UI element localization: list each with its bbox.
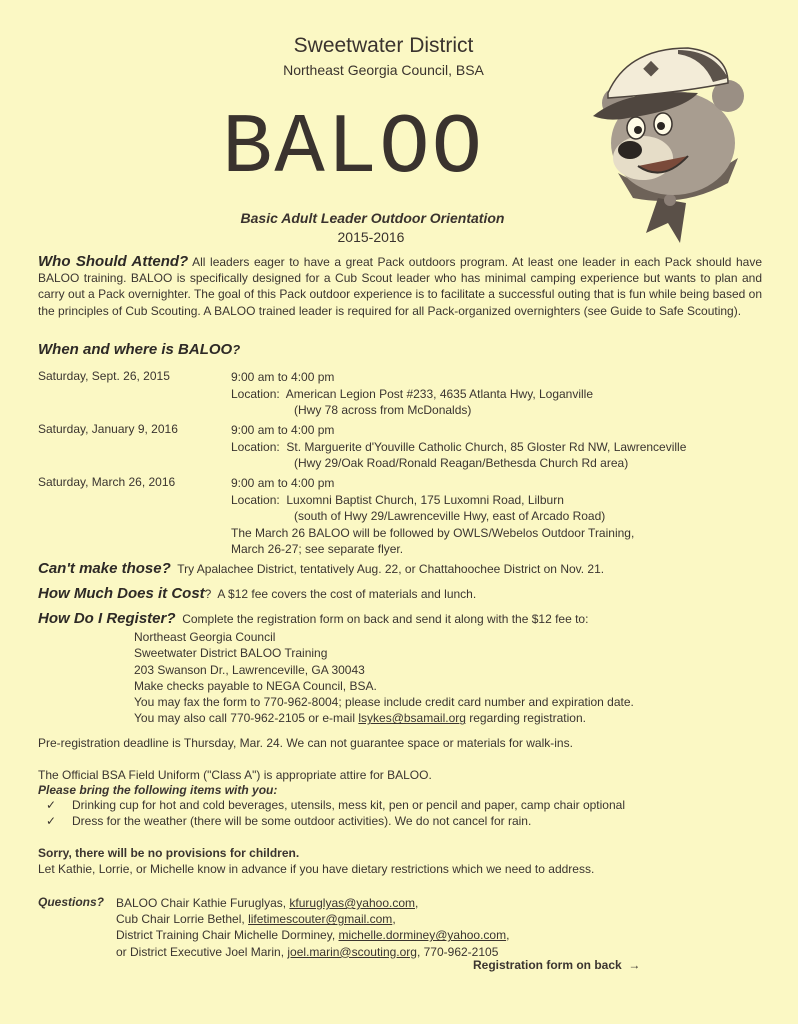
contact-item: Cub Chair Lorrie Bethel, lifetimescouter@gmail.com, xyxy=(116,912,396,927)
cost-section: How Much Does it Cost? A $12 fee covers the cost of materials and lunch. xyxy=(38,585,477,602)
district-name: Sweetwater District xyxy=(293,34,474,57)
cost-heading: How Much Does it Cost xyxy=(38,585,205,602)
registration-form-on-back: Registration form on back → xyxy=(473,958,641,972)
contact-email-link[interactable]: lifetimescouter@gmail.com xyxy=(248,912,393,927)
session-date: Saturday, Sept. 26, 2015 xyxy=(38,369,170,383)
register-text: Complete the registration form on back and send it along with the $12 fee to: xyxy=(182,612,589,626)
session-directions: (Hwy 29/Oak Road/Ronald Reagan/Bethesda Church Rd area) xyxy=(294,456,629,470)
registration-email-link[interactable]: lsykes@bsamail.org xyxy=(358,711,466,726)
session-note: March 26-27; see separate flyer. xyxy=(231,542,404,556)
who-should-attend-section xyxy=(38,254,762,319)
session-details xyxy=(231,475,634,558)
contact-item: BALOO Chair Kathie Furuglyas, kfuruglyas@yahoo.com, xyxy=(116,896,419,910)
session-date: Saturday, January 9, 2016 xyxy=(38,422,178,436)
arrow-right-icon: → xyxy=(628,958,641,972)
session-time: 9:00 am to 4:00 pm xyxy=(231,476,335,490)
dietary-note: Let Kathie, Lorrie, or Michelle know in advance if you have dietary restrictions which we need to address. xyxy=(38,862,595,876)
contact-email-link[interactable]: michelle.dorminey@yahoo.com xyxy=(338,928,507,943)
bring-items-heading: Please bring the following items with you: xyxy=(38,783,278,797)
uniform-text: The Official BSA Field Uniform ("Class A") is appropriate attire for BALOO. xyxy=(38,768,432,782)
session-details xyxy=(231,422,686,472)
contact-item: or District Executive Joel Marin, joel.marin@scouting.org, 770-962-2105 xyxy=(116,944,499,959)
session-time: 9:00 am to 4:00 pm xyxy=(231,370,335,384)
contact-item: District Training Chair Michelle Dorminey, michelle.dorminey@yahoo.com, xyxy=(116,928,510,943)
session-directions: (south of Hwy 29/Lawrenceville Hwy, east of Arcado Road) xyxy=(294,509,606,523)
cant-make-text: Try Apalachee District, tentatively Aug. 22, or Chattahoochee District on Nov. 21. xyxy=(177,562,605,576)
session-time: 9:00 am to 4:00 pm xyxy=(231,423,335,437)
mailing-address: Northeast Georgia Council Sweetwater District BALOO Training 203 Swanson Dr., Lawrenceville, GA 30043 Make checks payable to NEGA Council, BSA. You may fax the form to 770-962-8004; please include credit card number and expiration date. You may also call 770-962-2105 or e-mail lsykes@bsamail.org regarding registration. xyxy=(134,630,634,726)
bring-item: ✓ Drinking cup for hot and cold beverages, utensils, mess kit, pen or pencil and paper, camp chair optional xyxy=(38,798,625,812)
session-date: Saturday, March 26, 2016 xyxy=(38,475,176,489)
deadline-text: Pre-registration deadline is Thursday, Mar. 24. We can not guarantee space or materials for walk-ins. xyxy=(38,736,573,750)
session-location: Location: St. Marguerite d'Youville Catholic Church, 85 Gloster Rd NW, Lawrenceville xyxy=(231,439,687,454)
register-contact-line: You may also call 770-962-2105 or e-mail lsykes@bsamail.org regarding registration. xyxy=(134,711,586,726)
contact-email-link[interactable]: kfuruglyas@yahoo.com xyxy=(289,896,415,910)
baloo-bear-icon xyxy=(588,38,748,250)
questions-heading: Questions? xyxy=(38,895,105,909)
session-location: Location: Luxomni Baptist Church, 175 Luxomni Road, Lilburn xyxy=(231,492,564,507)
who-should-attend-text: All leaders eager to have a great Pack outdoors program. At least one leader in each Pack should have BALOO training. BALOO is specifically designed for a Cub Scout leader who has minimal camping experience but wants to plan and carry out a Pack overnighter. The goal of this Pack outdoor experience is to facilitate a successful outing that is fun while being based on the principles of Cub Scouting. A BALOO trained leader is required for all Pack-organized overnighters (see Guide to Safe Scouting). xyxy=(38,255,763,318)
who-should-attend-heading: Who Should Attend? xyxy=(38,253,189,270)
session-note: The March 26 BALOO will be followed by OWLS/Webelos Outdoor Training, xyxy=(231,525,635,540)
contact-list xyxy=(116,895,509,960)
no-children-heading: Sorry, there will be no provisions for children. xyxy=(38,846,300,860)
bring-item: ✓ Dress for the weather (there will be some outdoor activities). We do not cancel for rain. xyxy=(38,814,531,828)
council-name: Northeast Georgia Council, BSA xyxy=(283,62,484,78)
register-section xyxy=(38,610,588,627)
checkmark-icon: ✓ xyxy=(46,814,57,828)
checkmark-icon: ✓ xyxy=(46,798,57,812)
session-directions: (Hwy 78 across from McDonalds) xyxy=(294,403,472,417)
cant-make-heading: Can't make those? xyxy=(38,560,171,577)
page-title: BALOO xyxy=(222,102,485,197)
register-heading: How Do I Register? xyxy=(38,610,176,627)
session-location: Location: American Legion Post #233, 4635 Atlanta Hwy, Loganville xyxy=(231,386,594,401)
cost-text: A $12 fee covers the cost of materials and lunch. xyxy=(217,587,477,601)
cant-make-section xyxy=(38,560,604,577)
page-subtitle: Basic Adult Leader Outdoor Orientation xyxy=(240,210,505,226)
program-year: 2015-2016 xyxy=(337,229,405,245)
when-where-heading: When and where is BALOO? xyxy=(38,341,241,358)
session-details xyxy=(231,369,593,419)
contact-email-link[interactable]: joel.marin@scouting.org xyxy=(287,944,417,959)
